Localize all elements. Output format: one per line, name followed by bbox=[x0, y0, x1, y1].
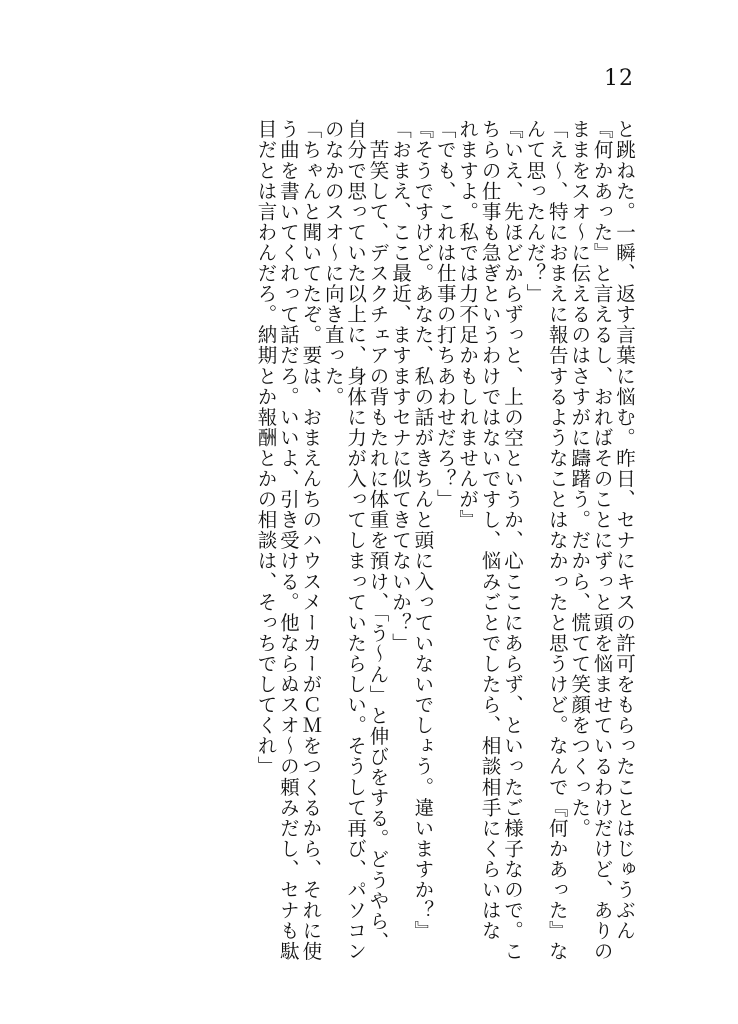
text-line: う曲を書いてくれって話だろ。いいよ、引き受ける。他ならぬスオ〜の頼みだし、セナも駄 bbox=[276, 119, 300, 962]
text-line: れますよ。私では力不足かもしれませんが』 bbox=[456, 119, 480, 530]
text-line: のなかのスオ〜に向き直った。 bbox=[321, 119, 345, 407]
vertical-body-text bbox=[254, 119, 636, 962]
text-line: 苦笑して、デスクチェアの背もたれに体重を預け、「う〜ん」と伸びをする。どうやら、 bbox=[366, 119, 390, 952]
text-line: ままをスオ〜に伝えるのはさすがに躊躇う。だから、慌てて笑顔をつくった。 bbox=[568, 119, 592, 839]
page-number: 12 bbox=[604, 66, 634, 91]
text-line: 『いえ、先ほどからずっと、上の空というか、心ここにあらず、といったご様子なので。こ bbox=[500, 119, 524, 962]
text-line: 『何かあった』と言えるし、おればそのことにずっと頭を悩ませているわけだけど、ありの bbox=[590, 119, 614, 962]
text-line: 自分で思っていた以上に、身体に力が入ってしまっていたらしい。そうして再び、パソコン bbox=[344, 119, 368, 962]
text-line: 『そうですけど。あなた、私の話がきちんと頭に入っていないでしょう。違いますか？』 bbox=[411, 119, 435, 941]
text-line: と跳ねた。一瞬、返す言葉に悩む。昨日、セナにキスの許可をもらったことはじゅうぶん bbox=[613, 119, 636, 941]
text-line: 「おまえ、ここ最近、ますますセナに似てきてないか？」 bbox=[388, 119, 412, 654]
text-line: 「ちゃんと聞いてたぞ。要は、おまえんちのハウスメーカーがＣＭをつくるから、それに使 bbox=[299, 119, 323, 962]
text-line: 目だとは言わんだろ。納期とか報酬とかの相談は、そっちでしてくれ」 bbox=[254, 119, 278, 777]
text-line: 「でも、これは仕事の打ちあわせだろ？」 bbox=[433, 119, 457, 510]
text-line: んて思ったんだ？」 bbox=[523, 119, 547, 304]
text-line: ちらの仕事も急ぎというわけではないですし、悩みごとでしたら、相談相手にくらいはな bbox=[478, 119, 502, 941]
text-line: 「え〜、特におまえに報告するようなことはなかったと思うけど。なんで『何かあった』な bbox=[545, 119, 569, 962]
